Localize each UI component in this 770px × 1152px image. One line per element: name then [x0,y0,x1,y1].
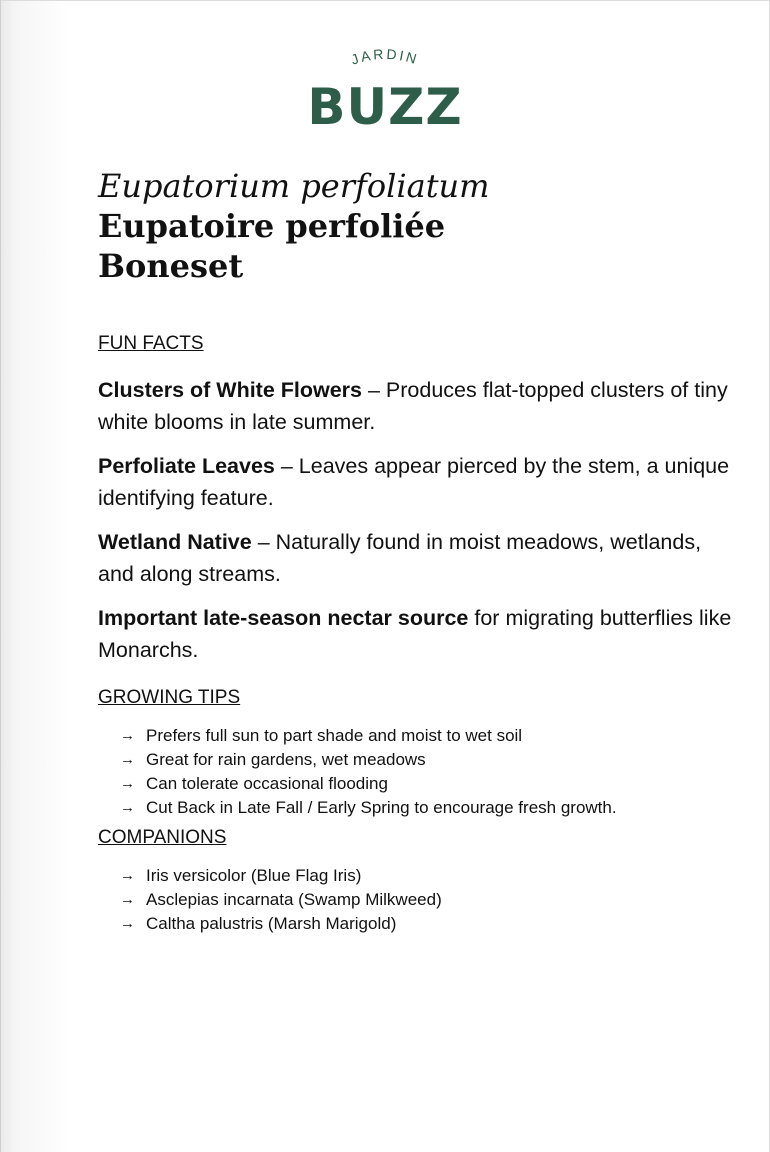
latin-name-title: Eupatorium perfoliatum [98,167,490,205]
fun-fact [98,602,738,666]
english-name-title: Boneset [98,247,244,285]
tip-text: Can tolerate occasional flooding [146,774,388,793]
arrow-right-icon: → [120,727,135,744]
fun-fact [98,450,738,514]
fun-fact-title: Clusters of White Flowers [98,378,363,402]
arrow-right-icon: → [120,891,135,908]
list-item [120,748,738,772]
fun-fact [98,526,738,590]
fun-fact-text: – Leaves appear pierced by the stem, a unique identifying feature. [98,454,730,510]
growing-tips-heading: GROWING TIPS [98,687,241,708]
arrow-right-icon: → [120,799,135,816]
tip-text: Great for rain gardens, wet meadows [146,750,426,769]
fun-fact-title: Important late-season nectar source [98,606,469,630]
fun-fact-title: Perfoliate Leaves [98,454,275,478]
french-name-title: Eupatoire perfoliée [98,207,446,245]
arrow-right-icon: → [120,751,135,768]
arrow-right-icon: → [120,867,135,884]
companions-list [98,864,738,936]
logo-main-text: BUZZ [307,78,463,128]
list-item [120,724,738,748]
list-item [120,772,738,796]
list-item [120,912,738,936]
companion-text: Asclepias incarnata (Swamp Milkweed) [146,890,442,909]
list-item [120,796,738,820]
fun-facts-heading: FUN FACTS [98,333,204,354]
growing-tips-list [98,724,738,820]
companions-heading: COMPANIONS [98,827,227,848]
fun-fact-text: – Produces flat-topped clusters of tiny white blooms in late summer. [98,378,728,434]
jardin-buzz-logo [305,48,465,128]
arrow-right-icon: → [120,915,135,932]
logo-top-text: JARDIN [349,48,421,68]
fun-fact [98,374,738,438]
page-edge-shadow [0,0,70,1152]
tip-text: Cut Back in Late Fall / Early Spring to encourage fresh growth. [146,798,617,817]
list-item [120,888,738,912]
fun-fact-title: Wetland Native [98,530,252,554]
tip-text: Prefers full sun to part shade and moist to wet soil [146,726,523,745]
arrow-right-icon: → [120,775,135,792]
page-border-left [0,0,1,1152]
page-border-top [0,0,770,1]
companion-text: Caltha palustris (Marsh Marigold) [146,914,397,933]
fun-fact-text: for migrating butterflies like Monarchs. [98,606,732,662]
fun-fact-text: – Naturally found in moist meadows, wetlands, and along streams. [98,530,702,586]
document-content [98,166,738,936]
list-item [120,864,738,888]
companion-text: Iris versicolor (Blue Flag Iris) [146,866,362,885]
